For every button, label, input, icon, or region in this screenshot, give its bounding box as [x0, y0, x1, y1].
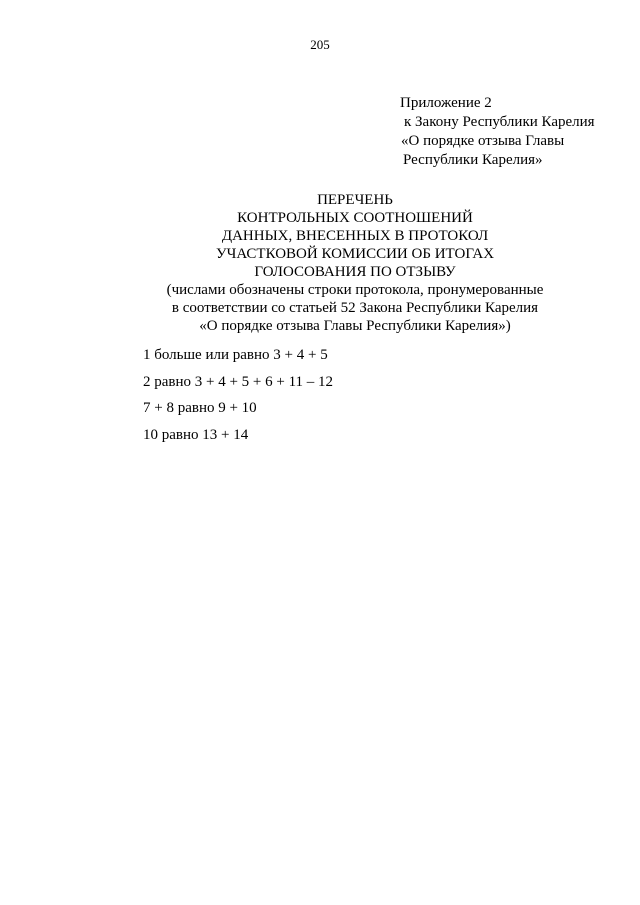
title-note-line: в соответствии со статьей 52 Закона Республики Карелия	[171, 300, 539, 316]
control-relations-list	[143, 346, 333, 452]
document-title-line: ГОЛОСОВАНИЯ ПО ОТЗЫВУ	[254, 264, 456, 280]
document-title-line: КОНТРОЛЬНЫХ СООТНОШЕНИЙ	[237, 210, 473, 226]
title-note-line: «О порядке отзыва Главы Республики Карелия»)	[199, 318, 511, 334]
control-relation-item: 10 равно 13 + 14	[143, 426, 249, 443]
appendix-header	[400, 94, 595, 170]
control-relation-item: 1 больше или равно 3 + 4 + 5	[143, 347, 328, 363]
document-title-line: ПЕРЕЧЕНЬ	[317, 192, 393, 208]
document-title-line: УЧАСТКОВОЙ КОМИССИИ ОБ ИТОГАХ	[215, 246, 495, 262]
control-relation-item: 7 + 8 равно 9 + 10	[143, 400, 257, 416]
appendix-line: к Закону Республики Карелия	[404, 114, 595, 130]
page-number: 205	[310, 37, 330, 52]
title-note-line: (числами обозначены строки протокола, пронумерованные	[166, 282, 544, 298]
document-title-line: ДАННЫХ, ВНЕСЕННЫХ В ПРОТОКОЛ	[221, 228, 489, 244]
appendix-line: Республики Карелия»	[403, 152, 543, 168]
appendix-line: Приложение 2	[400, 95, 492, 111]
document-title-block	[0, 191, 640, 335]
control-relation-item: 2 равно 3 + 4 + 5 + 6 + 11 – 12	[143, 373, 334, 390]
appendix-line: «О порядке отзыва Главы	[401, 133, 565, 149]
